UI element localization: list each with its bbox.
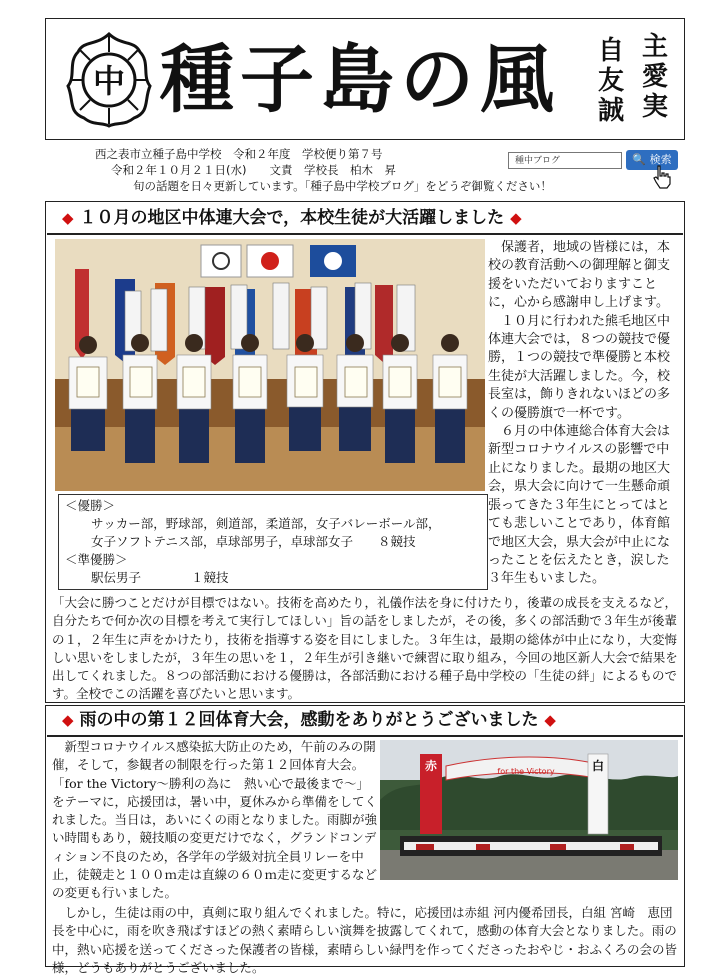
crest-char: 中 [92,62,126,100]
diamond-icon: ◆ [62,711,74,729]
red-flag-char: 赤 [424,759,438,773]
motto-char: 実 [641,92,668,122]
paragraph: 「大会に勝つことだけが目標ではない。技術を高めたり，礼儀作法を身に付けたり，後輩の成長を支えるなど，自分たちで何か次の目標を考えて実行してほしい」旨の話をしましたが，その後，多くの部活動で３年生が後輩の１，２年生に声をかけたり，技術を指導する姿を目にしました。３年生は，最期の総体が中止になり，大変悔しい思いをしましたが，３年生の思いを１，２年生が引き継いで練習に取り組み，今回の地区新人大会で結果を出してくれました。８つの部活動における優勝は，各部活動における種子島中学校の「生徒の絆」によるものです。全校でこの活躍を喜びたいと思います。 [52,595,678,702]
awards-win-line: サッカー部，野球部，剣道部，柔道部，女子バレーボール部， [91,516,441,531]
paragraph: 新型コロナウイルス感染拡大防止のため，午前のみの開催，そして，参観者の制限を行った第１２回体育大会。「for the Victory～勝利の為に 熱い心で最後まで～」をテーマに，応援団は，暑い中，夏休みから準備をしてくれました。当日は，あいにくの雨となりました。雨脚が強い時間もあり，競技順の変更だけでなく，グランドコンディション不良のため，各学年の学級対抗全員リレーを中止，徒競走と１００ｍ走は直線の６０ｍ走に変更するなどの変更も行いました。 [52,739,378,901]
school-crest-icon [64,30,154,128]
hand-cursor-icon [652,164,674,190]
newsletter-title: 種子島の風 [160,37,560,123]
section2-full-text [52,904,682,977]
section1-full-text [52,594,682,704]
awards-box [58,494,488,590]
banner-text: for the Victory [497,767,555,776]
search-button-label: 検索 [649,153,672,166]
diamond-icon: ◆ [544,711,556,729]
section2-heading [62,705,556,735]
section2-heading-text: 雨の中の第１２回体育大会，感動をありがとうございました [79,710,539,730]
date-author: 令和２年１０月２１日(水) 文責 学校長 柏木 昇 [111,163,396,177]
motto-column-1 [596,36,626,126]
divider [47,735,683,737]
diamond-icon: ◆ [510,209,522,227]
awards-runner-line: 駅伝男子 １競技 [91,570,229,585]
blog-notice: 旬の話題を日々更新しています。「種子島中学校ブログ」をどうぞ御覧ください！ [133,179,552,193]
motto-char: 愛 [641,62,668,92]
motto-char: 友 [597,66,624,96]
section1-heading-text: １０月の地区中体連大会で，本校生徒が大活躍しました [79,208,505,228]
paragraph: しかし，生徒は雨の中，真剣に取り組んでくれました。特に，応援団は赤組 河内優希団長，白組 宮崎 恵団長を中心に，雨を吹き飛ばすほどの熱く素晴らしい演舞を披露してくれて，感動の体育大会となりました。雨の中，熱い応援を送ってくださった保護者の皆様，素晴らしい緑門を作ってくださったおやじ・おふくろの会の皆様，どうもありがとうございました。 [52,905,678,975]
white-flag-char: 白 [591,759,605,773]
motto-char: 自 [597,36,624,66]
awards-runner-heading: ＜準優勝＞ [65,552,128,567]
motto-column-2 [640,32,670,122]
festival-photo [380,740,678,880]
paragraph: １０月に行われた熊毛地区中体連大会では，８つの競技で優勝，１つの競技で準優勝と本校生徒が大活躍しました。今，校長室は，飾りきれないほどの多くの優勝旗で一杯です。 [488,313,671,421]
search-input[interactable]: 種中ブログ [508,152,622,169]
divider [47,233,683,235]
diamond-icon: ◆ [62,209,74,227]
search-icon: 🔍 [632,153,647,166]
paragraph: 保護者，地域の皆様には，本校の教育活動への御理解と御支援をいただいておりますことに，心から感謝申し上げます。 [488,240,671,311]
awards-win-heading: ＜優勝＞ [65,498,116,513]
section2-left-text [52,738,377,903]
section1-heading [62,203,522,233]
section1-right-text [488,239,680,589]
issue-info: 西之表市立種子島中学校 令和２年度 学校便り第７号 [95,147,383,161]
motto-char: 誠 [597,96,624,126]
motto-char: 主 [641,32,668,62]
awards-win-line: 女子ソフトテニス部，卓球部男子，卓球部女子 ８競技 [91,534,416,549]
paragraph: ６月の中体連総合体育大会は新型コロナウイルスの影響で中止になりました。最期の地区大会，県大会に向けて一生懸命頑張ってきた３年生にとってはとても悲しいことであり，体育館で地区大会，県大会が中止になったことを伝えたとき，涙した３年生もいました。 [488,424,671,587]
team-photo [55,239,485,491]
